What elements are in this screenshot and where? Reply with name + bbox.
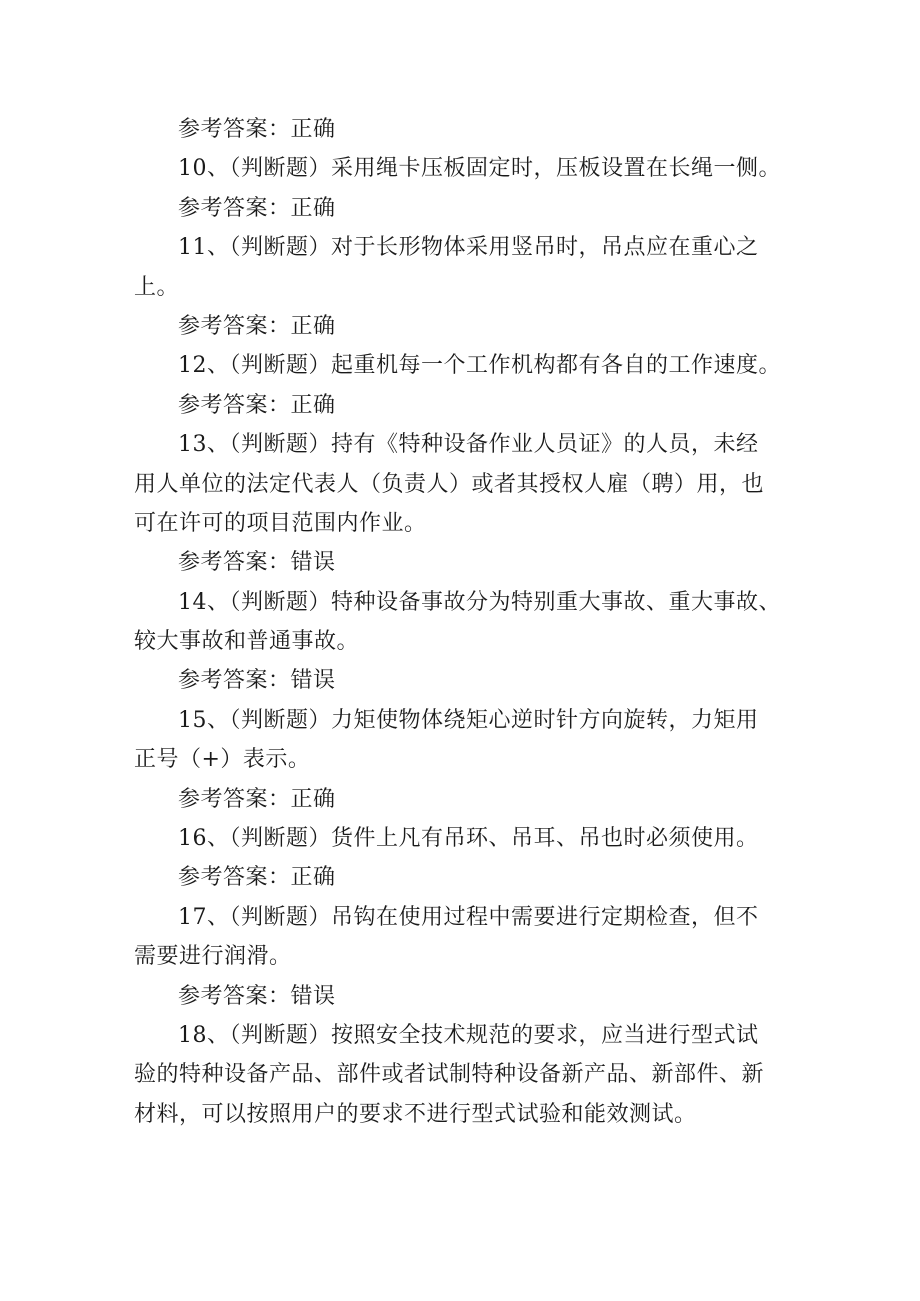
question-type: （判断题） xyxy=(229,432,332,458)
question-number: 13、 xyxy=(178,432,230,458)
answer-line xyxy=(134,307,794,346)
question-number: 18、 xyxy=(178,1022,230,1048)
question-list xyxy=(134,110,794,1134)
question-type: （判断题） xyxy=(229,235,332,261)
question-text-cont: 较大事故和普通事故。 xyxy=(134,629,360,655)
question-type: （判断题） xyxy=(229,589,332,615)
question-text-cont: 正号（+）表示。 xyxy=(134,747,311,773)
question-continuation xyxy=(134,268,794,307)
question-line-17 xyxy=(134,898,794,937)
question-continuation xyxy=(134,622,794,661)
question-text-cont: 需要进行润滑。 xyxy=(134,944,292,970)
question-text: 起重机每一个工作机构都有各自的工作速度。 xyxy=(331,353,782,379)
question-number: 16、 xyxy=(178,826,230,852)
answer-label: 参考答案： xyxy=(178,668,291,694)
answer-line xyxy=(134,977,794,1016)
answer-label: 参考答案： xyxy=(178,983,291,1009)
question-line-18 xyxy=(134,1016,794,1055)
question-type: （判断题） xyxy=(229,156,332,182)
question-line-14 xyxy=(134,583,794,622)
question-line-16 xyxy=(134,819,794,858)
answer-label: 参考答案： xyxy=(178,392,291,418)
answer-line xyxy=(134,386,794,425)
question-type: （判断题） xyxy=(229,707,332,733)
answer-line xyxy=(134,110,794,149)
answer-line xyxy=(134,780,794,819)
answer-value: 正确 xyxy=(290,786,336,812)
question-line-11 xyxy=(134,228,794,267)
answer-line xyxy=(134,543,794,582)
question-text-cont: 用人单位的法定代表人（负责人）或者其授权人雇（聘）用，也 xyxy=(134,471,765,497)
answer-line xyxy=(134,858,794,897)
question-line-15 xyxy=(134,701,794,740)
answer-value: 正确 xyxy=(290,313,336,339)
question-type: （判断题） xyxy=(229,353,332,379)
question-number: 15、 xyxy=(178,707,230,733)
answer-line xyxy=(134,189,794,228)
question-number: 11、 xyxy=(178,235,230,261)
question-type: （判断题） xyxy=(229,1022,332,1048)
question-line-10 xyxy=(134,149,794,188)
answer-label: 参考答案： xyxy=(178,195,291,221)
answer-value: 正确 xyxy=(290,865,336,891)
question-continuation xyxy=(134,504,794,543)
question-text: 按照安全技术规范的要求，应当进行型式试 xyxy=(331,1022,759,1048)
question-type: （判断题） xyxy=(229,904,332,930)
answer-value: 错误 xyxy=(290,983,336,1009)
question-number: 10、 xyxy=(178,156,230,182)
answer-value: 错误 xyxy=(290,550,336,576)
question-continuation xyxy=(134,1095,794,1134)
question-continuation xyxy=(134,465,794,504)
answer-label: 参考答案： xyxy=(178,313,291,339)
question-text-cont: 验的特种设备产品、部件或者试制特种设备新产品、新部件、新 xyxy=(134,1062,765,1088)
question-text: 对于长形物体采用竖吊时，吊点应在重心之 xyxy=(331,235,759,261)
answer-label: 参考答案： xyxy=(178,786,291,812)
answer-line xyxy=(134,661,794,700)
question-text: 特种设备事故分为特别重大事故、重大事故、 xyxy=(331,589,782,615)
answer-label: 参考答案： xyxy=(178,550,291,576)
question-line-13 xyxy=(134,425,794,464)
question-type: （判断题） xyxy=(229,826,332,852)
question-number: 12、 xyxy=(178,353,230,379)
question-text: 持有《特种设备作业人员证》的人员，未经 xyxy=(331,432,759,458)
answer-label: 参考答案： xyxy=(178,865,291,891)
question-text: 采用绳卡压板固定时，压板设置在长绳一侧。 xyxy=(331,156,782,182)
question-text: 力矩使物体绕矩心逆时针方向旋转，力矩用 xyxy=(331,707,759,733)
answer-value: 正确 xyxy=(290,392,336,418)
question-line-12 xyxy=(134,346,794,385)
question-text: 货件上凡有吊环、吊耳、吊也时必须使用。 xyxy=(331,826,759,852)
question-number: 14、 xyxy=(178,589,230,615)
question-continuation xyxy=(134,1055,794,1094)
answer-value: 错误 xyxy=(290,668,336,694)
answer-label: 参考答案： xyxy=(178,117,291,142)
answer-value: 正确 xyxy=(290,195,336,221)
question-text-cont: 材料，可以按照用户的要求不进行型式试验和能效测试。 xyxy=(134,1101,697,1127)
question-text-cont: 可在许可的项目范围内作业。 xyxy=(134,510,427,536)
question-continuation xyxy=(134,937,794,976)
question-text: 吊钩在使用过程中需要进行定期检查，但不 xyxy=(331,904,759,930)
question-number: 17、 xyxy=(178,904,230,930)
question-continuation xyxy=(134,740,794,779)
question-text-cont: 上。 xyxy=(134,274,180,300)
answer-value: 正确 xyxy=(290,117,336,142)
